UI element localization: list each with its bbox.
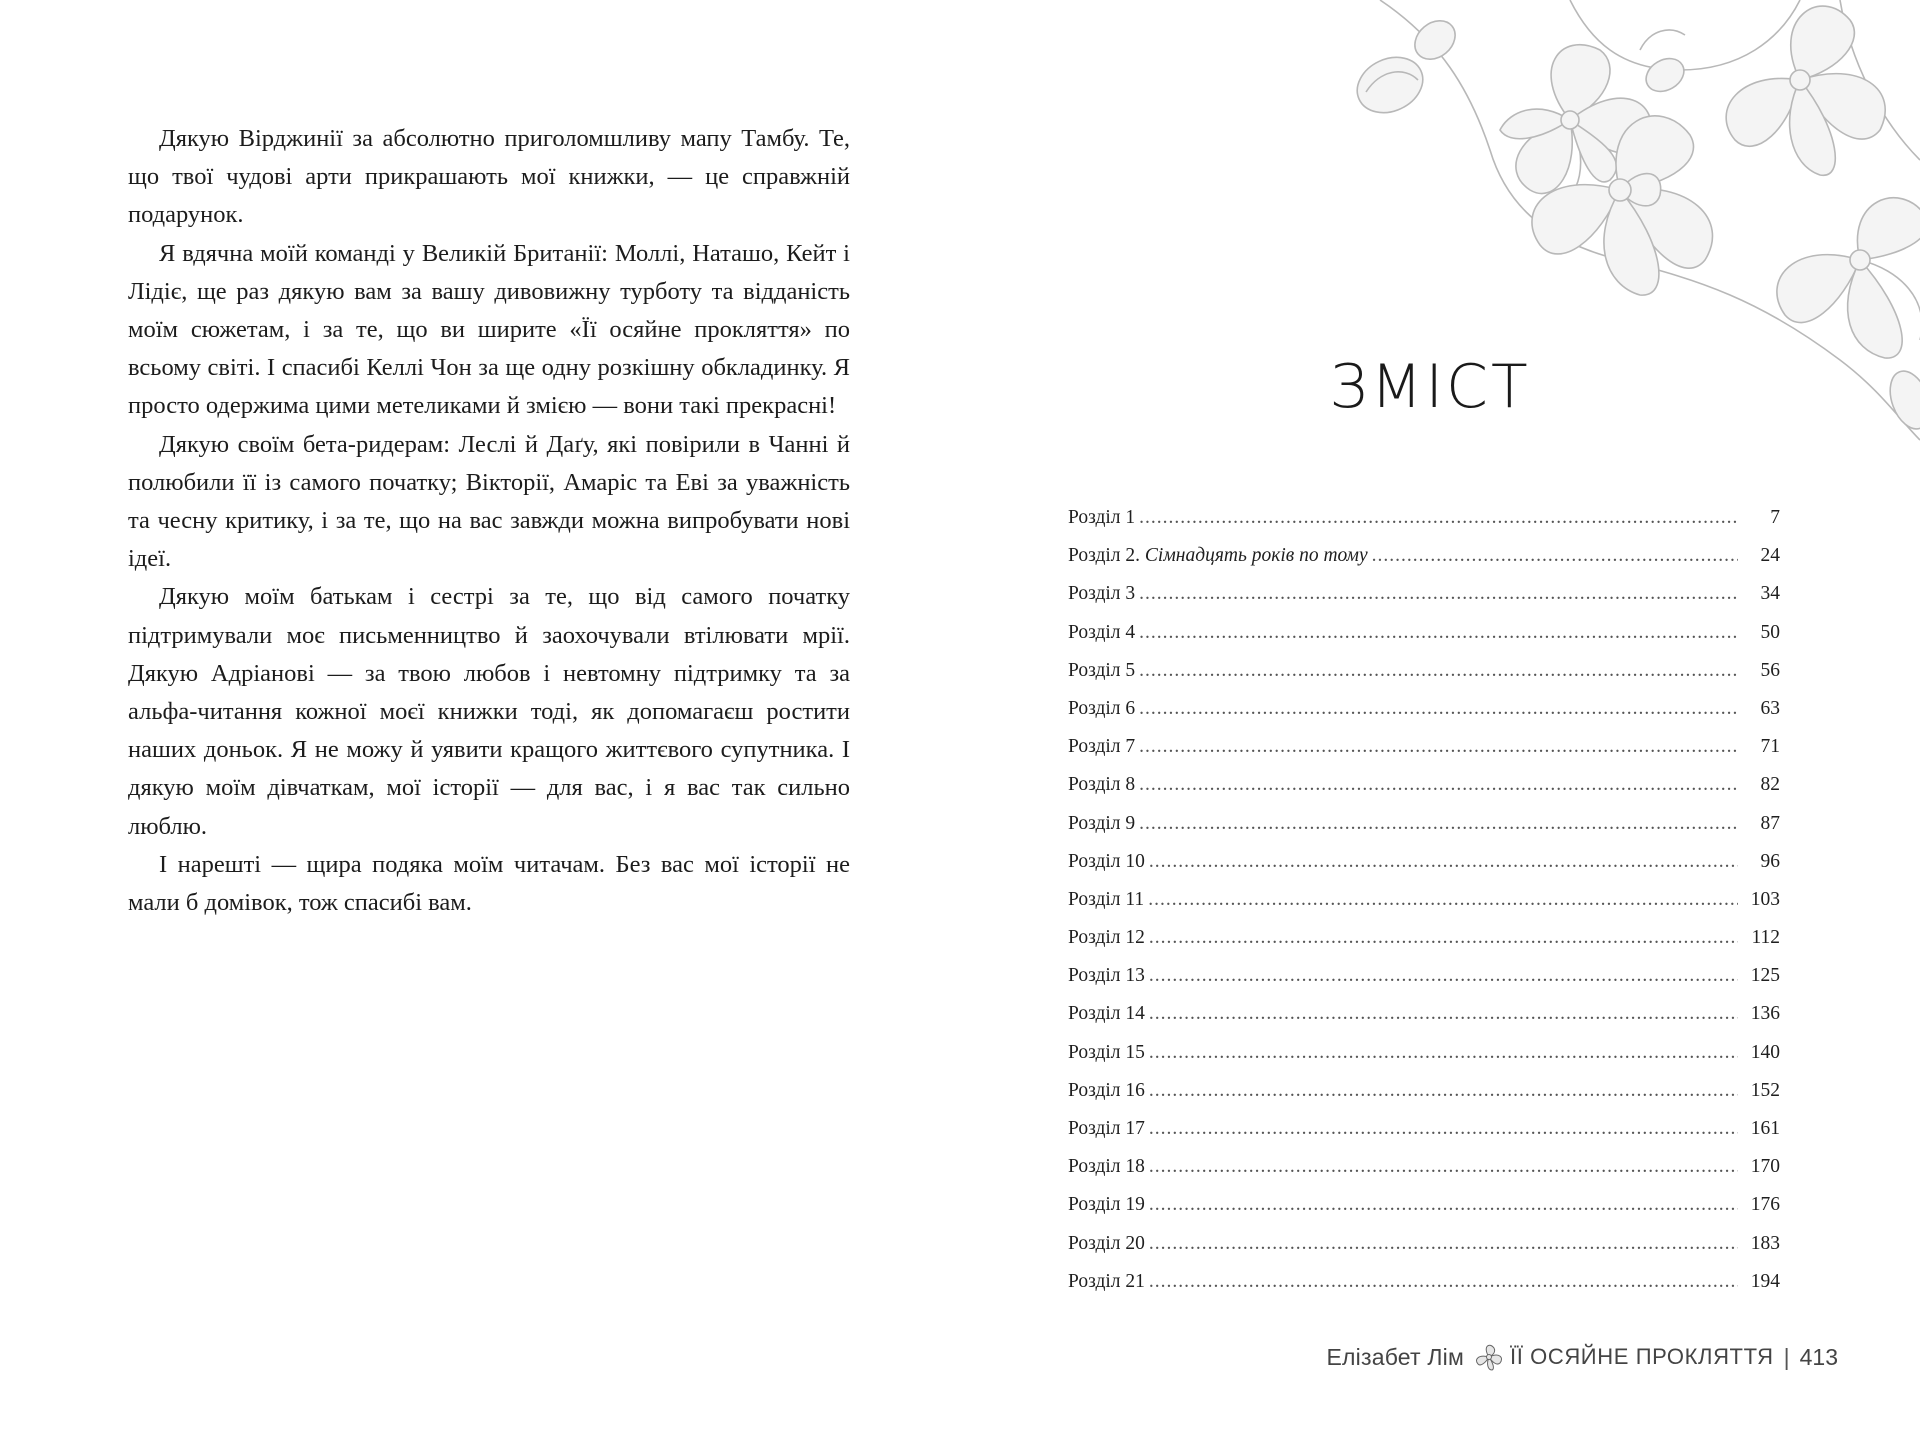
footer-separator: |: [1783, 1343, 1790, 1370]
footer-book-title: ЇЇ ОСЯЙНЕ ПРОКЛЯТТЯ: [1509, 1344, 1774, 1369]
toc-entry-label: [1068, 927, 1145, 949]
paragraph: Дякую Вірджинії за абсолютно приголомшливу мапу Тамбу. Те, що твої чудові арти прикрашають мої книжки, — це справжній подарунок.: [128, 125, 850, 229]
chapter-name: Розділ 21: [1068, 1270, 1145, 1292]
toc-page-number: 82: [1760, 774, 1780, 796]
toc-page-number: 50: [1760, 621, 1780, 643]
toc-entry-label: [1068, 774, 1135, 796]
chapter-name: Розділ 4: [1068, 621, 1136, 643]
toc-entry-label: [1068, 545, 1368, 567]
toc-page-number: 170: [1750, 1156, 1780, 1178]
toc-entry-label: [1068, 1042, 1145, 1064]
toc-entry: [1068, 927, 1780, 965]
dot-leader: [1148, 889, 1738, 911]
toc-page-number: 112: [1751, 927, 1780, 949]
toc-entry-label: [1068, 698, 1135, 720]
toc-entry: [1068, 1194, 1780, 1232]
chapter-name: Розділ 16: [1068, 1079, 1145, 1101]
chapter-name: Розділ 11: [1068, 888, 1145, 910]
toc-entry-label: [1068, 1156, 1145, 1178]
toc-entry: [1068, 1233, 1780, 1271]
toc-page-number: 152: [1750, 1079, 1780, 1101]
toc-entry-label: [1068, 813, 1135, 835]
dot-leader: [1139, 698, 1738, 720]
toc-entry-label: [1068, 660, 1135, 682]
paragraph: Я вдячна моїй команді у Великій Британії: Моллі, Наташо, Кейт і Лідіє, ще раз дякую вам за вашу дивовижну турботу та відданість моїм сюжетам, і за те, що ви ширите «Її осяйне прокляття» по всьому світі. І спасибі Келлі Чон за ще одну розкішну обкладинку. Я просто одержима цими метеликами й змією — вони такі прекрасні!: [128, 239, 850, 420]
toc-page-number: 136: [1750, 1003, 1780, 1025]
toc-entry: [1068, 1080, 1780, 1118]
toc-title: ЗМІСТ: [1329, 352, 1531, 422]
toc-entry: [1068, 813, 1780, 851]
toc-entry-label: [1068, 1194, 1145, 1216]
chapter-name: Розділ 18: [1068, 1156, 1145, 1178]
toc-entry: [1068, 889, 1780, 927]
toc-entry-label: [1068, 583, 1135, 605]
toc-entry-label: [1068, 1080, 1145, 1102]
chapter-name: Розділ 20: [1068, 1232, 1145, 1254]
toc-page-number: 140: [1750, 1041, 1780, 1063]
toc-page-number: 34: [1760, 583, 1780, 605]
toc-entry-label: [1068, 736, 1135, 758]
toc-page-number: 71: [1760, 736, 1780, 758]
chapter-subtitle: Сімнадцять років по тому: [1144, 545, 1368, 567]
toc-entry: [1068, 774, 1780, 812]
toc-entry-label: [1068, 507, 1135, 529]
dot-leader: [1149, 1194, 1738, 1216]
toc-entry-label: [1068, 1271, 1145, 1293]
paragraph: Дякую своїм бета-ридерам: Леслі й Даґу, які повірили в Чанні й полюбили її із самого початку; Вікторії, Амаріс та Еві за уважність та чесну критику, і за те, що на вас завжди можна випробувати нові ідеї.: [128, 430, 850, 573]
chapter-name: Розділ 9: [1068, 812, 1136, 834]
chapter-name: Розділ 3: [1068, 583, 1136, 605]
toc-page-number: 125: [1750, 965, 1780, 987]
toc-page-number: 176: [1750, 1194, 1780, 1216]
chapter-name: Розділ 6: [1068, 697, 1136, 719]
toc-entry: [1068, 545, 1780, 583]
toc-entry: [1068, 1042, 1780, 1080]
toc-page-number: 96: [1760, 850, 1780, 872]
dot-leader: [1139, 736, 1738, 758]
toc-entry-label: [1068, 965, 1145, 987]
toc-entry: [1068, 851, 1780, 889]
dot-leader: [1149, 1003, 1738, 1025]
chapter-name: Розділ 14: [1068, 1003, 1145, 1025]
toc-entry: [1068, 1118, 1780, 1156]
chapter-name: Розділ 13: [1068, 965, 1145, 987]
toc-page-number: 24: [1760, 545, 1780, 567]
acknowledgements-text: [128, 120, 850, 922]
dot-leader: [1139, 660, 1738, 682]
chapter-name: Розділ 10: [1068, 850, 1145, 872]
chapter-name: Розділ 15: [1068, 1041, 1145, 1063]
toc-entry: [1068, 507, 1780, 545]
toc-page-number: 7: [1770, 507, 1780, 528]
dot-leader: [1372, 545, 1738, 567]
chapter-name: Розділ 1: [1068, 507, 1136, 528]
paragraph: І нарешті — щира подяка моїм читачам. Без вас мої історії не мали б домівок, тож спасибі вам.: [128, 850, 850, 917]
dot-leader: [1139, 622, 1738, 644]
dot-leader: [1149, 1233, 1738, 1255]
toc-entry: [1068, 583, 1780, 621]
toc-entry: [1068, 698, 1780, 736]
toc-page-number: 63: [1760, 697, 1780, 719]
toc-entry-label: [1068, 1118, 1145, 1140]
table-of-contents: [1068, 507, 1780, 1309]
dot-leader: [1149, 927, 1738, 949]
toc-page-number: 103: [1750, 888, 1780, 910]
dot-leader: [1149, 965, 1738, 987]
toc-entry: [1068, 965, 1780, 1003]
dot-leader: [1139, 583, 1738, 605]
toc-entry: [1068, 660, 1780, 698]
toc-entry-label: [1068, 1233, 1145, 1255]
toc-entry: [1068, 1003, 1780, 1041]
dot-leader: [1149, 1080, 1738, 1102]
toc-entry: [1068, 1271, 1780, 1309]
dot-leader: [1149, 1156, 1738, 1178]
page-footer: [1326, 1342, 1838, 1372]
toc-entry: [1068, 736, 1780, 774]
dot-leader: [1139, 774, 1738, 796]
page-number: 413: [1799, 1343, 1838, 1370]
dot-leader: [1149, 1271, 1738, 1293]
toc-page-number: 183: [1750, 1232, 1780, 1254]
chapter-name: Розділ 12: [1068, 927, 1145, 949]
dot-leader: [1149, 1042, 1738, 1064]
chapter-name: Розділ 17: [1068, 1118, 1145, 1139]
dot-leader: [1139, 813, 1738, 835]
toc-entry-label: [1068, 889, 1144, 911]
toc-entry-label: [1068, 622, 1135, 644]
chapter-name: Розділ 5: [1068, 659, 1136, 681]
toc-page-number: 56: [1760, 659, 1780, 681]
dot-leader: [1139, 507, 1738, 529]
toc-page-number: 161: [1750, 1118, 1780, 1139]
toc-entry-label: [1068, 1003, 1145, 1025]
toc-page-number: 87: [1760, 812, 1780, 834]
dot-leader: [1149, 851, 1738, 873]
toc-entry: [1068, 622, 1780, 660]
chapter-name: Розділ 19: [1068, 1194, 1145, 1216]
toc-page-number: 194: [1750, 1270, 1780, 1292]
dot-leader: [1149, 1118, 1738, 1140]
toc-entry-label: [1068, 851, 1145, 873]
footer-author: Елізабет Лім: [1326, 1343, 1464, 1370]
paragraph: Дякую моїм батькам і сестрі за те, що від самого початку підтримували моє письменництво й заохочували втілювати мрії. Дякую Адріанові — за твою любов і невтомну підтримку та за альфа-читання кожної моєї книжки тоді, як допомагаєш ростити наших доньок. Я не можу й уявити кращого життєвого супутника. І дякую моїм дівчаткам, мої історії — для вас, і я вас так сильно люблю.: [128, 583, 850, 840]
toc-entry: [1068, 1156, 1780, 1194]
chapter-name: Розділ 7: [1068, 736, 1136, 758]
orchid-icon: [1472, 1342, 1506, 1372]
chapter-name: Розділ 8: [1068, 774, 1136, 796]
chapter-name: Розділ 2.: [1068, 545, 1141, 567]
